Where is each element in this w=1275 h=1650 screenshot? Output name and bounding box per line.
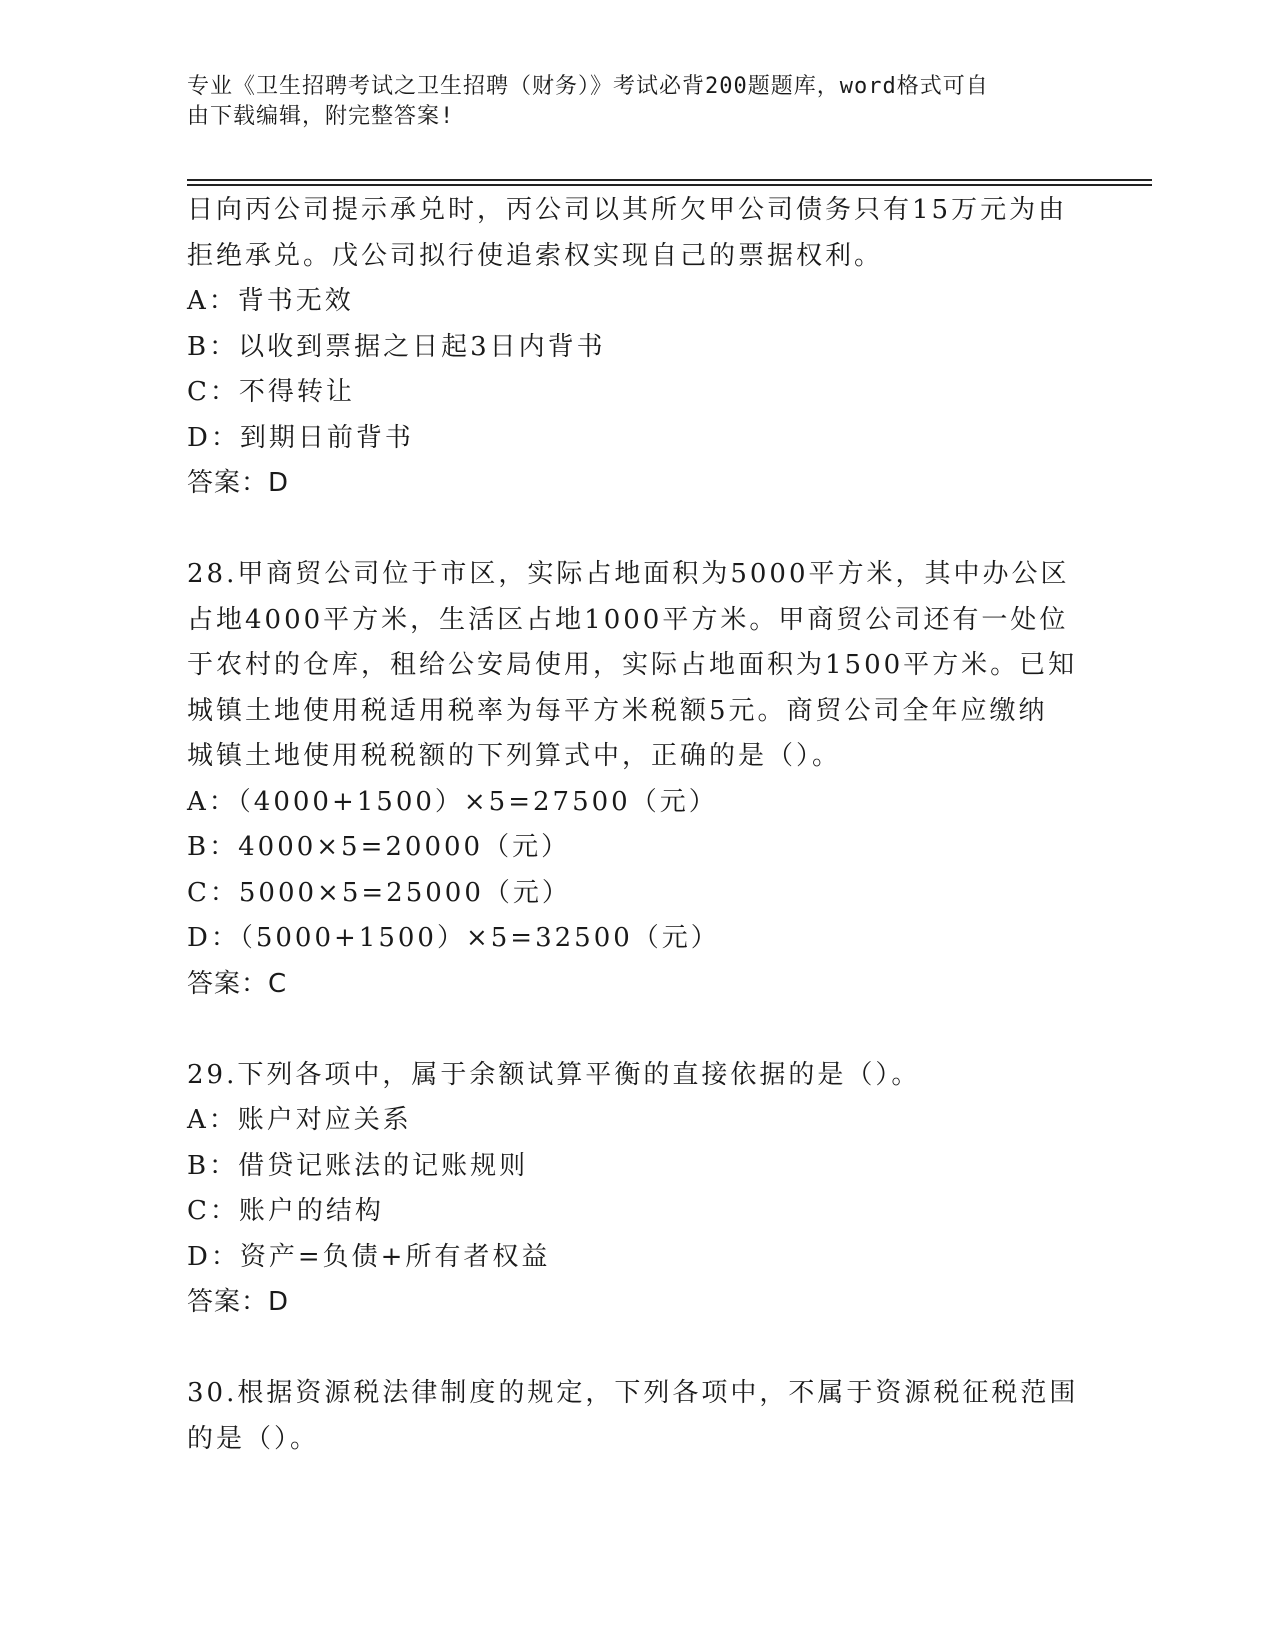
question-text-line: 于农村的仓库，租给公安局使用，实际占地面积为1500平方米。已知 (187, 650, 1078, 680)
question-text-line: 日向丙公司提示承兑时，丙公司以其所欠甲公司债务只有15万元为由 (187, 195, 1068, 225)
question-text-line: 29.下列各项中，属于余额试算平衡的直接依据的是（）。 (187, 1059, 921, 1090)
question-text-line: 30.根据资源税法律制度的规定，下列各项中，不属于资源税征税范围 (187, 1378, 1079, 1408)
option-a: A：背书无效 (187, 286, 354, 316)
question-29 (187, 1053, 1087, 1326)
question-30 (187, 1371, 1087, 1462)
question-text-line: 拒绝承兑。戊公司拟行使追索权实现自己的票据权利。 (187, 240, 884, 271)
option-b: B：4000×5=20000（元） (187, 832, 571, 862)
document-header (187, 72, 1067, 132)
option-b: B：以收到票据之日起3日内背书 (187, 331, 606, 362)
question-text-line: 的是（）。 (187, 1423, 320, 1454)
option-a: A：（4000+1500）×5=27500（元） (187, 786, 718, 817)
header-rule-bottom (187, 184, 1152, 186)
question-text-line: 28.甲商贸公司位于市区，实际占地面积为5000平方米，其中办公区 (187, 559, 1070, 589)
question-text-line: 占地4000平方米，生活区占地1000平方米。甲商贸公司还有一处位 (187, 604, 1069, 635)
question-content (187, 188, 1087, 1462)
header-rule-top (187, 179, 1152, 181)
answer-line: 答案：D (187, 1287, 290, 1317)
option-d: D：（5000+1500）×5=32500（元） (187, 923, 720, 953)
option-d: D：资产=负债+所有者权益 (187, 1241, 551, 1272)
question-28 (187, 552, 1087, 1007)
header-line-2: 由下载编辑，附完整答案! (187, 104, 455, 129)
spacer (187, 507, 1087, 553)
question-27 (187, 188, 1087, 507)
spacer (187, 1326, 1087, 1372)
header-line-1: 专业《卫生招聘考试之卫生招聘（财务）》考试必背200题题库，word格式可自 (187, 74, 989, 99)
spacer (187, 1007, 1087, 1053)
option-a: A：账户对应关系 (187, 1105, 412, 1135)
question-text-line: 城镇土地使用税适用税率为每平方米税额5元。商贸公司全年应缴纳 (187, 695, 1048, 726)
option-d: D：到期日前背书 (187, 422, 414, 453)
answer-line: 答案：D (187, 468, 290, 498)
question-text-line: 城镇土地使用税税额的下列算式中，正确的是（）。 (187, 741, 842, 771)
option-c: C：5000×5=25000（元） (187, 877, 571, 908)
option-b: B：借贷记账法的记账规则 (187, 1150, 529, 1181)
option-c: C：不得转让 (187, 377, 355, 407)
option-c: C：账户的结构 (187, 1196, 384, 1226)
answer-line: 答案：C (187, 968, 288, 999)
